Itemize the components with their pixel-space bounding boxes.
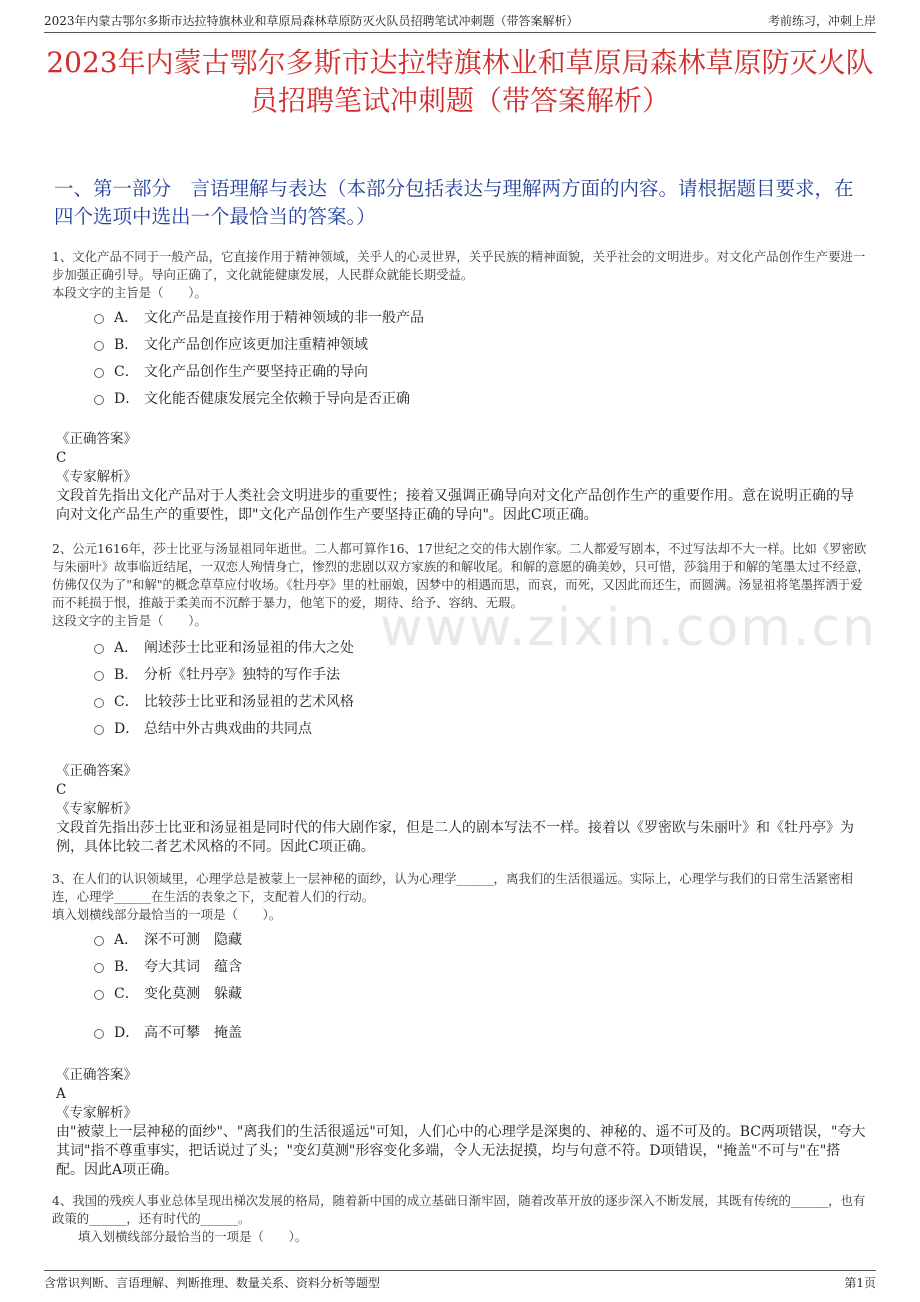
answer-value: C: [56, 450, 67, 466]
radio-icon[interactable]: [94, 671, 104, 681]
header-doc-title: 2023年内蒙古鄂尔多斯市达拉特旗林业和草原局森林草原防灭火队员招聘笔试冲刺题（带答案解析）: [44, 14, 579, 28]
question-stem: 3、在人们的认识领域里，心理学总是被蒙上一层神秘的面纱，认为心理学______，离我们的生活很遥远。实际上，心理学与我们的日常生活紧密相连，心理学______在生活的表象之下，支配着人们的行动。: [52, 871, 853, 904]
answer-value: C: [56, 782, 67, 798]
radio-icon[interactable]: [94, 936, 104, 946]
radio-icon[interactable]: [94, 341, 104, 351]
question-prompt: 填入划横线部分最恰当的一项是（ ）。: [52, 907, 282, 922]
question-2: [52, 540, 870, 630]
answer-block-2: [56, 762, 866, 857]
answer-label: 《正确答案》: [56, 431, 137, 447]
radio-icon[interactable]: [94, 1029, 104, 1039]
answer-block-3: [56, 1066, 866, 1180]
radio-icon[interactable]: [94, 395, 104, 405]
analysis-label: 《专家解析》: [56, 469, 137, 485]
radio-icon[interactable]: [94, 725, 104, 735]
section-heading: 一、第一部分 言语理解与表达（本部分包括表达与理解两方面的内容。请根据题目要求，在四个选项中选出一个最恰当的答案。）: [54, 177, 854, 228]
radio-icon[interactable]: [94, 698, 104, 708]
footer-description: 含常识判断、言语理解、判断推理、数量关系、资料分析等题型: [44, 1276, 381, 1290]
analysis-text: 文段首先指出文化产品对于人类社会文明进步的重要性；接着又强调正确导向对文化产品创作生产的重要作用。意在说明正确的导向对文化产品生产的重要性，即"文化产品创作生产要坚持正确的导向"。因此C项正确。: [56, 488, 854, 523]
header-slogan: 考前练习，冲刺上岸: [767, 14, 876, 28]
question-1: [52, 248, 870, 302]
question-4: [52, 1192, 870, 1246]
answer-value: A: [56, 1086, 66, 1102]
answer-block-1: [56, 430, 866, 525]
question-prompt: 这段文字的主旨是（ ）。: [52, 613, 207, 628]
analysis-text: 文段首先指出莎士比亚和汤显祖是同时代的伟大剧作家，但是二人的剧本写法不一样。接着以《罗密欧与朱丽叶》和《牡丹亭》为例，具体比较二者艺术风格的不同。因此C项正确。: [56, 820, 854, 855]
radio-icon[interactable]: [94, 368, 104, 378]
question-stem: 4、我国的残疾人事业总体呈现出梯次发展的格局，随着新中国的成立基础日渐牢固，随着改革开放的逐步深入不断发展，其既有传统的______，也有政策的______，还有时代的______。: [52, 1193, 866, 1226]
analysis-label: 《专家解析》: [56, 1105, 137, 1121]
question-prompt: 本段文字的主旨是（ ）。: [52, 285, 207, 300]
page-footer: [44, 1270, 876, 1292]
analysis-label: 《专家解析》: [56, 801, 137, 817]
question-stem: 2、公元1616年，莎士比亚与汤显祖同年逝世。二人都可算作16、17世纪之交的伟大剧作家。二人都爱写剧本，不过写法却不大一样。比如《罗密欧与朱丽叶》故事临近结尾，一双恋人殉情身亡，惨烈的悲剧以双方家族的和解收尾。和解的意愿的确美妙，只可惜，莎翁用于和解的笔墨太过不经意，仿佛仅仅为了"和解"的概念草草应付收场。《牡丹亭》里的杜丽娘，因梦中的相遇而思，而哀，而死，又因此而还生，而圆满。汤显祖将笔墨挥洒于爱而不耗损于恨，推敲于柔美而不沉醉于暴力，他笔下的爱，期待、给予、容纳、无瑕。: [52, 541, 870, 610]
watermark: www.zixin.com.cn: [380, 598, 877, 658]
page-header: [44, 12, 876, 33]
answer-label: 《正确答案》: [56, 763, 137, 779]
radio-icon[interactable]: [94, 963, 104, 973]
analysis-text: 由"被蒙上一层神秘的面纱"、"离我们的生活很遥远"可知，人们心中的心理学是深奥的、神秘的、遥不可及的。BC两项错误，"夸大其词"指不尊重事实，把话说过了头；"变幻莫测"形容变化多端，令人无法捉摸，均与句意不符。D项错误，"掩盖"不可与"在"搭配。因此A项正确。: [56, 1124, 866, 1178]
question-3: [52, 870, 870, 924]
radio-icon[interactable]: [94, 990, 104, 1000]
answer-label: 《正确答案》: [56, 1067, 137, 1083]
question-prompt: 填入划横线部分最恰当的一项是（ ）。: [78, 1229, 308, 1244]
radio-icon[interactable]: [94, 314, 104, 324]
radio-icon[interactable]: [94, 644, 104, 654]
page-number: 第1页: [844, 1276, 876, 1290]
question-stem: 1、文化产品不同于一般产品，它直接作用于精神领域，关乎人的心灵世界，关乎民族的精神面貌，关乎社会的文明进步。对文化产品创作生产要进一步加强正确引导。导向正确了，文化就能健康发展，人民群众就能长期受益。: [52, 249, 866, 282]
document-title: 2023年内蒙古鄂尔多斯市达拉特旗林业和草原局森林草原防灭火队员招聘笔试冲刺题（带答案解析）: [46, 46, 874, 117]
